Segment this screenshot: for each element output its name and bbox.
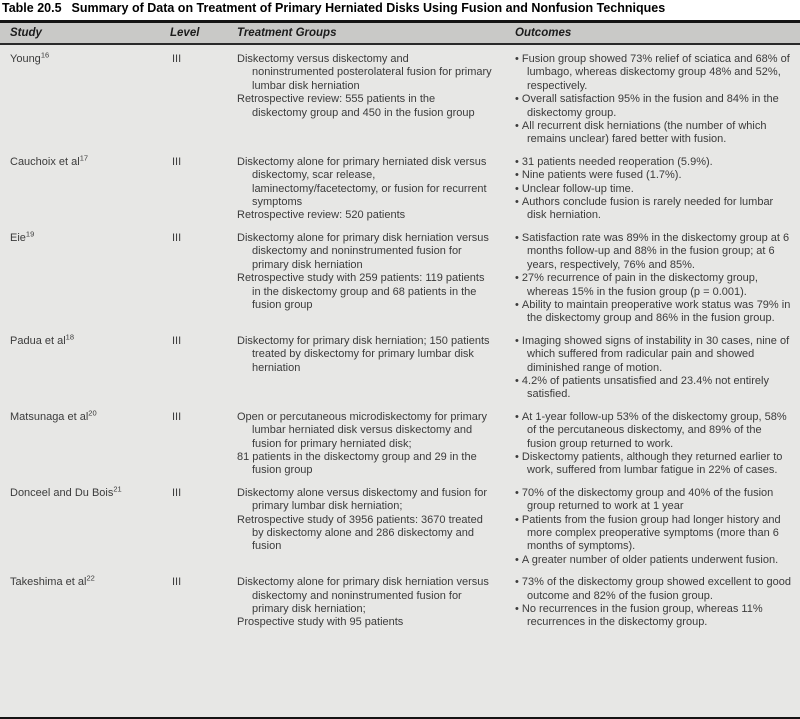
study-reference-number: 16 xyxy=(40,50,50,60)
outcome-bullet-item: • 31 patients needed reoperation (5.9%). xyxy=(515,156,794,169)
outcomes-cell xyxy=(505,487,800,567)
treatment-paragraph: Retrospective review: 555 patients in the diskectomy group and 450 in the fusion group xyxy=(237,93,475,119)
outcome-bullet-item: • Overall satisfaction 95% in the fusion and 84% in the diskectomy group. xyxy=(515,93,794,120)
study-cell xyxy=(0,573,170,630)
outcome-bullet-item: • Ability to maintain preoperative work status was 79% in the diskectomy group and 86% in the fusion group. xyxy=(515,299,794,326)
level-cell: III xyxy=(172,576,182,589)
column-header-treatment-groups: Treatment Groups xyxy=(237,27,337,39)
study-name: Young xyxy=(10,53,41,65)
study-cell xyxy=(0,484,170,567)
treatment-groups-cell xyxy=(237,411,505,478)
table-row xyxy=(0,228,800,331)
outcome-bullet-item: • Imaging showed signs of instability in 30 cases, nine of which suffered from radicular pain and showed diminished range of motion. xyxy=(515,335,794,375)
table-row xyxy=(0,152,800,228)
outcomes-cell xyxy=(505,53,800,147)
table-row xyxy=(0,49,800,152)
outcomes-cell xyxy=(505,576,800,630)
study-reference-number: 21 xyxy=(113,484,122,494)
table-row xyxy=(0,572,800,635)
outcome-bullet-item: • 4.2% of patients unsatisfied and 23.4% not entirely satisfied. xyxy=(515,375,794,402)
study-name: Eie xyxy=(10,231,26,244)
treatment-paragraph: Diskectomy for primary disk herniation; 150 patients treated by diskectomy for primary lumbar disk herniation xyxy=(237,334,490,374)
table-caption xyxy=(0,0,800,20)
study-cell xyxy=(0,332,170,402)
table-row xyxy=(0,483,800,572)
table-row xyxy=(0,331,800,407)
treatment-paragraph: Retrospective study with 259 patients: 119 patients in the diskectomy group and 68 patients in the fusion group xyxy=(237,272,485,311)
study-name: Cauchoix et al xyxy=(10,155,80,168)
outcome-bullet-item: • No recurrences in the fusion group, whereas 11% recurrences in the diskectomy group. xyxy=(515,603,794,630)
treatment-paragraph: Open or percutaneous microdiskectomy for primary lumbar herniated disk versus diskectomy and fusion for primary herniated disk; xyxy=(237,410,488,450)
study-cell xyxy=(0,153,170,223)
study-reference-number: 18 xyxy=(65,332,74,342)
treatment-paragraph: Prospective study with 95 patients xyxy=(237,616,404,629)
treatment-groups-cell xyxy=(237,232,505,326)
summary-table xyxy=(0,20,800,719)
outcome-bullet-item: • Authors conclude fusion is rarely needed for lumbar disk herniation. xyxy=(515,196,794,223)
level-cell: III xyxy=(172,486,182,499)
study-name: Matsunaga et al xyxy=(10,410,89,423)
column-header-study: Study xyxy=(10,27,42,39)
outcome-bullet-item: • 73% of the diskectomy group showed excellent to good outcome and 82% of the fusion group. xyxy=(515,576,794,603)
treatment-paragraph: Diskectomy alone for primary disk herniation versus diskectomy and noninstrumented fusion for primary disk herniation xyxy=(237,231,489,271)
outcome-bullet-item: • Unclear follow-up time. xyxy=(515,183,794,196)
level-cell: III xyxy=(172,53,182,65)
table-body xyxy=(0,45,800,717)
table-number: Table 20.5 xyxy=(2,1,62,15)
treatment-groups-cell xyxy=(237,576,505,630)
outcome-bullet-item: • Patients from the fusion group had longer history and more complex preoperative symptoms (more than 6 months of symptoms). xyxy=(515,514,794,554)
column-header-level: Level xyxy=(170,27,200,39)
study-reference-number: 22 xyxy=(86,573,95,583)
outcome-bullet-item: • Diskectomy patients, although they returned earlier to work, suffered from lumbar fatigue in 22% of cases. xyxy=(515,451,794,478)
treatment-paragraph: Diskectomy alone versus diskectomy and fusion for primary lumbar disk herniation; xyxy=(237,486,488,513)
treatment-groups-cell xyxy=(237,156,505,223)
treatment-groups-cell xyxy=(237,53,505,147)
study-reference-number: 19 xyxy=(25,229,35,239)
study-name: Padua et al xyxy=(10,334,66,347)
outcomes-cell xyxy=(505,335,800,402)
outcome-bullet-item: • Satisfaction rate was 89% in the diskectomy group at 6 months follow-up and 88% in the fusion group; at 6 years, respectively, 76% and 85%. xyxy=(515,232,794,272)
study-cell xyxy=(0,408,170,478)
study-name: Donceel and Du Bois xyxy=(10,486,114,499)
table-title: Summary of Data on Treatment of Primary Herniated Disks Using Fusion and Nonfusion Techniques xyxy=(71,1,666,15)
column-header-outcomes: Outcomes xyxy=(515,27,572,39)
outcomes-cell xyxy=(505,156,800,223)
outcome-bullet-item: • All recurrent disk herniations (the number of which remains unclear) fared better with fusion. xyxy=(515,120,794,147)
outcomes-cell xyxy=(505,232,800,326)
treatment-paragraph: Retrospective study of 3956 patients: 3670 treated by diskectomy alone and 286 diskectomy and fusion xyxy=(237,513,483,553)
outcome-bullet-item: • Fusion group showed 73% relief of sciatica and 68% of lumbago, whereas diskectomy group 48% and 52%, respectively. xyxy=(515,53,794,93)
level-cell: III xyxy=(172,410,182,423)
outcome-bullet-item: • 27% recurrence of pain in the diskectomy group, whereas 15% in the fusion group (p = 0.001). xyxy=(515,272,794,299)
level-cell: III xyxy=(172,155,182,168)
study-reference-number: 17 xyxy=(79,153,89,163)
study-name: Takeshima et al xyxy=(10,576,87,589)
level-cell: III xyxy=(172,334,182,347)
outcome-bullet-item: • Nine patients were fused (1.7%). xyxy=(515,169,794,182)
level-cell: III xyxy=(172,231,182,244)
table-row xyxy=(0,407,800,483)
table-header-row xyxy=(0,23,800,45)
treatment-paragraph: Diskectomy versus diskectomy and noninstrumented posterolateral fusion for primary lumbar disk herniation xyxy=(237,53,492,92)
outcomes-cell xyxy=(505,411,800,478)
treatment-paragraph: Diskectomy alone for primary herniated disk versus diskectomy, scar release, laminectomy/facetectomy, or fusion for recurrent symptoms xyxy=(237,155,487,209)
outcome-bullet-item: • A greater number of older patients underwent fusion. xyxy=(515,554,794,567)
treatment-groups-cell xyxy=(237,335,505,402)
treatment-groups-cell xyxy=(237,487,505,567)
study-cell xyxy=(0,50,170,147)
outcome-bullet-item: • At 1-year follow-up 53% of the diskectomy group, 58% of the percutaneous diskectomy, and 89% of the fusion group returned to work. xyxy=(515,411,794,451)
study-cell xyxy=(0,229,170,326)
treatment-paragraph: Diskectomy alone for primary disk herniation versus diskectomy and noninstrumented fusion for primary disk herniation; xyxy=(237,576,489,616)
outcome-bullet-item: • 70% of the diskectomy group and 40% of the fusion group returned to work at 1 year xyxy=(515,487,794,514)
study-reference-number: 20 xyxy=(88,408,97,418)
treatment-paragraph: Retrospective review: 520 patients xyxy=(237,209,406,222)
treatment-paragraph: 81 patients in the diskectomy group and 29 in the fusion group xyxy=(237,450,477,477)
